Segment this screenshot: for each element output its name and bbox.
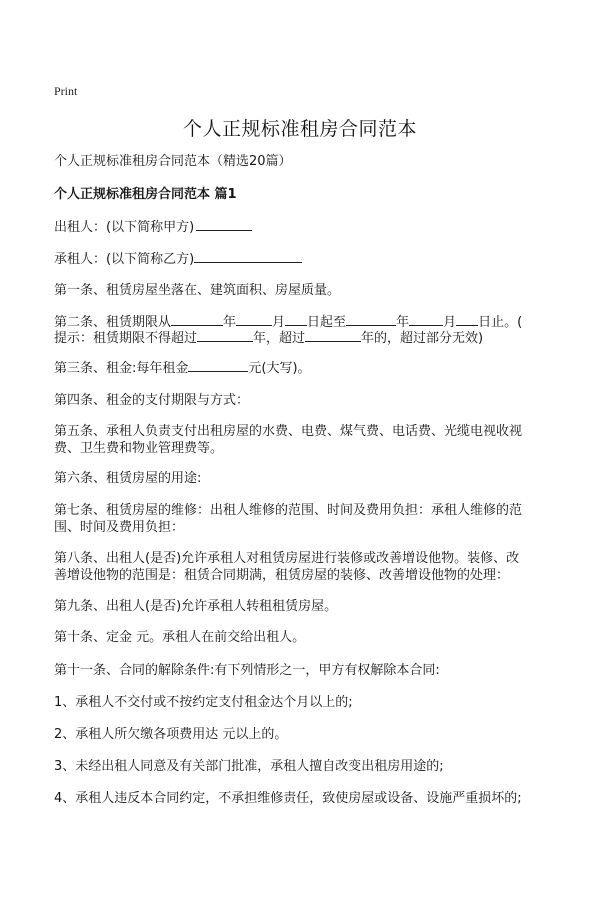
article-5-line-1: 第五条、承租人负责支付出租房屋的水费、电费、煤气费、电话费、光缆电视收视: [54, 424, 523, 439]
lessee-label: 承租人：(以下简称乙方): [54, 252, 195, 267]
subtitle: 个人正规标准租房合同范本（精选20篇）: [54, 154, 292, 169]
blank: [285, 312, 307, 326]
lessee-line: [54, 249, 554, 270]
document-title: 个人正规标准租房合同范本: [182, 118, 417, 140]
article-7-line-2: 围、时间及费用负担：: [54, 520, 185, 535]
list-item-1: 1、承租人不交付或不按约定支付租金达个月以上的;: [54, 695, 353, 710]
blank: [409, 312, 443, 326]
blank: [236, 312, 272, 326]
article-8-line-2: 善增设他物的范围是：租赁合同期满，租赁房屋的装修、改善增设他物的处理：: [54, 568, 510, 583]
article-3-text-b: 元(大写)。: [248, 361, 311, 376]
article-3: [54, 358, 554, 379]
lessor-blank: [196, 217, 252, 231]
lessor-line: [54, 217, 554, 238]
article-2-text-g: 日止。(: [478, 315, 523, 330]
article-2-text-a: 第二条、租赁期限从: [54, 315, 172, 330]
lessee-blank: [194, 249, 302, 263]
article-2-text-b: 年: [223, 315, 237, 330]
article-2-text-e: 年: [396, 315, 410, 330]
article-2-line-2: [54, 328, 554, 349]
article-3-text-a: 第三条、租金:每年租金: [54, 361, 189, 376]
article-10: 第十条、定金 元。承租人在前交给出租人。: [54, 630, 306, 645]
blank: [188, 358, 248, 372]
article-2-text-j: 年的，超过部分无效): [361, 331, 484, 346]
article-4: 第四条、租金的支付期限与方式：: [54, 393, 250, 408]
section-heading: 个人正规标准租房合同范本 篇1: [54, 187, 237, 202]
article-1: 第一条、租赁房屋坐落在、建筑面积、房屋质量。: [54, 283, 341, 298]
article-8-line-1: 第八条、出租人(是否)允许承租人对租赁房屋进行装修或改善增设他物。装修、改: [54, 551, 520, 566]
list-item-3: 3、未经出租人同意及有关部门批准，承租人擅自改变出租房用途的;: [54, 759, 444, 774]
list-item-4: 4、承租人违反本合同约定，不承担维修责任，致使房屋或设备、设施严重损坏的;: [54, 791, 522, 806]
blank: [305, 328, 361, 342]
blank: [171, 312, 223, 326]
article-9: 第九条、出租人(是否)允许承租人转租租赁房屋。: [54, 599, 338, 614]
article-7-line-1: 第七条、租赁房屋的维修：出租人维修的范围、时间及费用负担：承租人维修的范: [54, 503, 523, 518]
article-5-line-2: 费、卫生费和物业管理费等。: [54, 441, 224, 456]
article-2-text-i: 年，超过: [253, 331, 306, 346]
article-2-text-f: 月: [443, 315, 457, 330]
article-2-text-d: 日起至: [307, 315, 347, 330]
article-11: 第十一条、合同的解除条件:有下列情形之一，甲方有权解除本合同:: [54, 663, 440, 678]
article-2-text-c: 月: [272, 315, 286, 330]
article-6: 第六条、租赁房屋的用途:: [54, 471, 202, 486]
blank: [197, 328, 253, 342]
list-item-2: 2、承租人所欠缴各项费用达 元以上的。: [54, 727, 288, 742]
blank: [346, 312, 396, 326]
blank: [456, 312, 478, 326]
lessor-label: 出租人：(以下简称甲方): [54, 220, 195, 235]
article-2-text-h: 提示：租赁期限不得超过: [54, 331, 198, 346]
print-label[interactable]: Print: [54, 84, 78, 98]
